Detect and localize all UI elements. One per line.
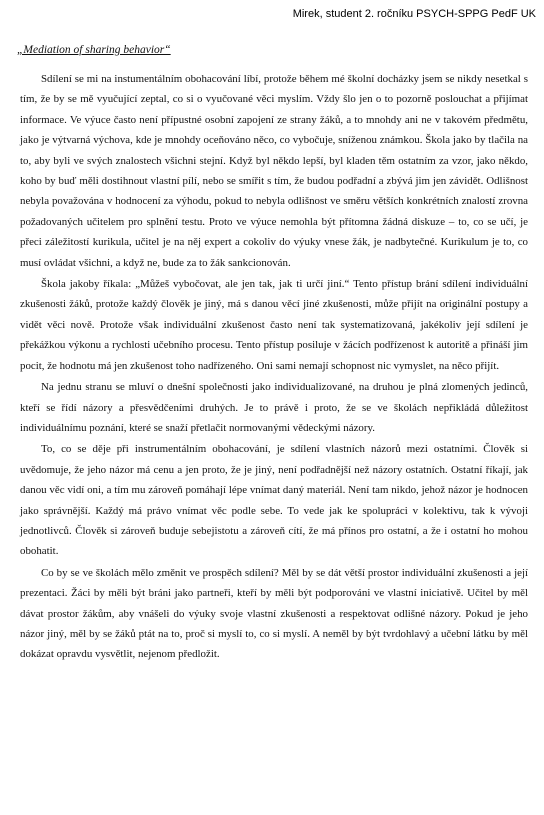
document-title: „Mediation of sharing behavior“ — [17, 44, 171, 56]
document-body — [20, 69, 528, 665]
paragraph: Škola jakoby říkala: „Můžeš vybočovat, ale jen tak, jak ti určí jiní.“ Tento přístup brání sdílení individuální zkušenosti žáků, protože každý člověk je jiný, má s danou věcí jiné zkušenosti, může přijít na originální postupy a vidět věci nově. Protože však individuální zkušenost často není tak systematizovaná, jakékoliv její sdílení je překážkou výkonu a rychlosti učebního procesu. Tento přístup posiluje v žácích podřízenost k autoritě a přináší jim pocit, že hodnotu má jen zkušenost toho nadřízeného. Oni sami nemají schopnost nic vymyslet, na něco přijít. — [20, 278, 528, 372]
paragraph: To, co se děje při instrumentálním obohacování, je sdílení vlastních názorů mezi ostatními. Člověk si uvědomuje, že jeho názor má cenu a jen proto, že je jiný, není podřadnější než názory ostatních. Ostatní říkají, jak danou věc vidí oni, a tím mu zároveň pomáhají lépe vnímat daný materiál. Není tam nikdo, jehož názor je hodnocen jako správnější. Každý má právo vnímat věc podle sebe. To vede jak ke spolupráci v kolektivu, tak k vývoji jednotlivců. Člověk si zároveň buduje sebejistotu a zároveň cítí, že má přínos pro ostatní, a že i ostatní ho mohou obohatit. — [20, 443, 528, 558]
paragraph: Sdílení se mi na instumentálním obohacování líbí, protože během mé školní docházky jsem se nikdy nesetkal s tím, že by se mě vyučující zeptal, co si o vyučované věci myslím. Vždy šlo jen o to pozorně poslouchat a přijímat informace. Ve výuce často není přípustné osobní zapojení ze strany žáků, a to mnohdy ani ne v takovém předmětu, jako je výtvarná výchova, kde je mnohdy oceňováno něco, co vybočuje, sníženou známkou. Škola jako by tlačila na to, aby byli ve svých znalostech všichni stejní. Když byl někdo lepší, byl kladen těm ostatním za vzor, jako někdo, koho by buď měli dostihnout vlastní pílí, nebo se smířit s tím, že budou podřadní a zbývá jim jen závidět. Odlišnost nebyla považována v hodnocení za výhodu, pokud to nebyla odlišnost ve směru větších konkrétních znalostí zrovna požadovaných učitelem pro splnění testu. Proto ve výuce nemohla být přítomna žádná diskuze – to, co se učí, je přeci záležitostí kurikula, učitel je na něj expert a cokoliv do výuky vnese žák, je nadbytečné. Kurikulum je to, co musí ovládat všichni, a když ne, bude za to žák sankcionován. — [20, 73, 528, 269]
page-header: Mirek, student 2. ročníku PSYCH-SPPG PedF UK — [292, 8, 536, 20]
paragraph: Na jednu stranu se mluví o dnešní společnosti jako individualizované, na druhou je plná zlomených jedinců, kteří se řídí názory a přesvědčeními druhých. Je to právě i proto, že se ve školách nepřikládá důležitost individuálnímu poznání, které se snaží přetlačit normovanými vědeckými názory. — [20, 381, 528, 434]
paragraph: Co by se ve školách mělo změnit ve prospěch sdílení? Měl by se dát větší prostor individuální zkušenosti a její prezentaci. Žáci by měli být bráni jako partneři, kteří by měli být podporováni ve vlastní iniciativě. Učitel by měl dávat prostor žákům, aby vnášeli do výuky svoje vlastní zkušenosti a respektovat odlišné názory. Pokud je jeho názor jiný, měl by se žáků ptát na to, proč si myslí to, co si myslí. A neměl by být tvrdohlavý a učební látku by měl dokázat opravdu vysvětlit, nejenom předložit. — [20, 566, 528, 661]
